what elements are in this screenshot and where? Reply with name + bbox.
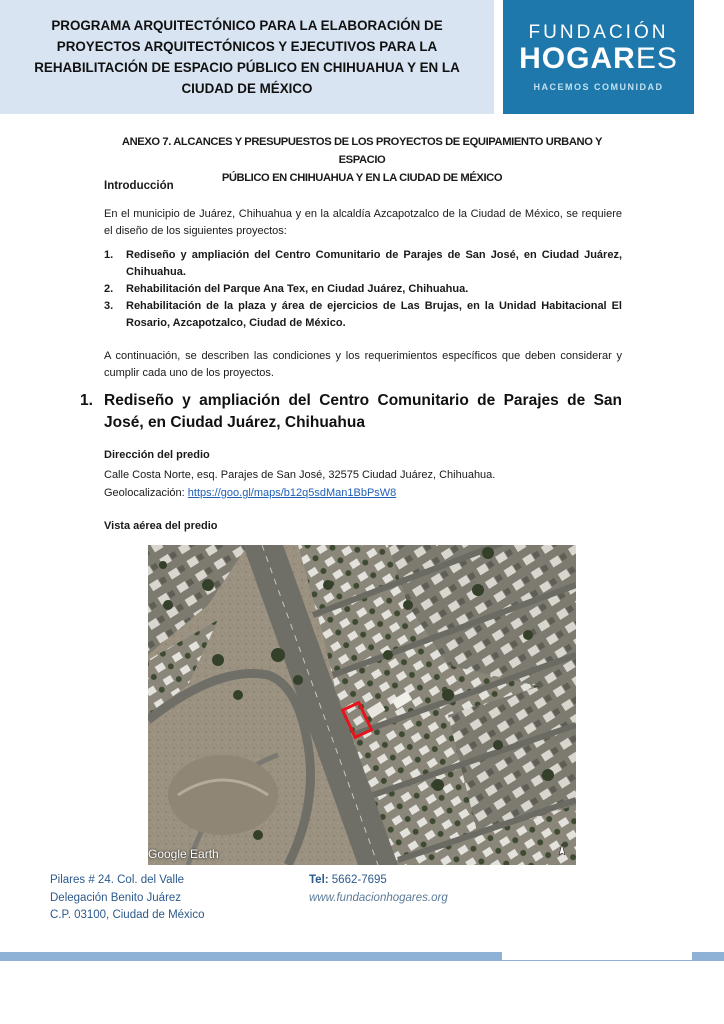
- footer-address-line: Delegación Benito Juárez: [50, 891, 182, 904]
- list-item-text: Rehabilitación de la plaza y área de ejercicios de Las Brujas, en la Unidad Habitacional El Rosario, Azcapotzalco, Ciudad de México.: [126, 300, 622, 329]
- program-title-line: PROYECTOS ARQUITECTÓNICOS Y EJECUTIVOS PARA LA: [56, 39, 438, 54]
- aerial-photo-drawing: [148, 545, 576, 865]
- address-heading: Dirección del predio: [104, 449, 210, 461]
- fundacion-hogares-logo: [503, 0, 694, 114]
- footer-bar-left: [0, 952, 502, 961]
- address-text: Calle Costa Norte, esq. Parajes de San José, 32575 Ciudad Juárez, Chihuahua.: [104, 469, 496, 481]
- logo-main-light: ES: [635, 42, 678, 75]
- project-list: [104, 247, 622, 332]
- list-item-number: 2.: [104, 283, 114, 295]
- section-1-heading: [80, 390, 622, 434]
- annex-title-line: ANEXO 7. ALCANCES Y PRESUPUESTOS DE LOS PROYECTOS DE EQUIPAMIENTO URBANO Y ESPACIO: [121, 136, 603, 166]
- program-title-line: CIUDAD DE MÉXICO: [181, 81, 313, 96]
- section-title: Rediseño y ampliación del Centro Comunitario de Parajes de San José, en Ciudad Juárez, Chihuahua: [104, 392, 622, 431]
- phone-label: Tel:: [309, 874, 329, 886]
- annex-title-line: PÚBLICO EN CHIHUAHUA Y EN LA CIUDAD DE MÉXICO: [221, 172, 503, 184]
- intro-closing-paragraph: A continuación, se describen las condiciones y los requerimientos específicos que deben considerar y cumplir cada uno de los proyectos.: [104, 350, 622, 379]
- geolocation-link[interactable]: https://goo.gl/maps/b12q5sdMan1BbPsW8: [187, 487, 397, 499]
- footer-contact: [309, 872, 448, 907]
- footer-bar-line: [502, 960, 692, 961]
- program-title-line: REHABILITACIÓN DE ESPACIO PÚBLICO EN CHIHUAHUA Y EN LA: [34, 60, 460, 75]
- logo-main-text: [519, 44, 678, 74]
- list-item: [104, 298, 622, 332]
- list-item-text: Rediseño y ampliación del Centro Comunitario de Parajes de San José, en Ciudad Juárez, Chihuahua.: [126, 249, 622, 278]
- intro-heading: Introducción: [104, 180, 174, 192]
- footer-phone: [309, 872, 448, 890]
- logo-main-bold: HOGAR: [519, 42, 636, 75]
- geolocation-line: [104, 485, 396, 501]
- logo-tagline: HACEMOS COMUNIDAD: [533, 82, 664, 92]
- list-item-text: Rehabilitación del Parque Ana Tex, en Ciudad Juárez, Chihuahua.: [126, 283, 469, 295]
- footer-address-line: C.P. 03100, Ciudad de México: [50, 909, 205, 921]
- footer-address: [50, 872, 205, 925]
- footer-website[interactable]: www.fundacionhogares.org: [309, 891, 448, 904]
- aerial-view-heading: Vista aérea del predio: [104, 520, 218, 532]
- intro-paragraph: En el municipio de Juárez, Chihuahua y en la alcaldía Azcapotzalco de la Ciudad de México, se requiere el diseño de los siguientes proyectos:: [104, 208, 622, 237]
- list-item-number: 3.: [104, 300, 114, 312]
- list-item: [104, 281, 622, 298]
- geolocation-label: Geolocalización:: [104, 487, 188, 499]
- program-title-line: PROGRAMA ARQUITECTÓNICO PARA LA ELABORACIÓN DE: [51, 18, 443, 33]
- aerial-photo: [148, 545, 576, 865]
- list-item: [104, 247, 622, 281]
- google-earth-watermark: Google Earth: [148, 847, 219, 861]
- section-number: 1.: [80, 392, 93, 409]
- annex-title: [100, 133, 624, 187]
- program-title: [34, 15, 460, 99]
- compass-icon: [554, 843, 570, 859]
- footer-address-line: Pilares # 24. Col. del Valle: [50, 874, 185, 886]
- footer-bar-right: [692, 952, 724, 961]
- list-item-number: 1.: [104, 249, 114, 261]
- header-title-box: [0, 0, 494, 114]
- logo-top-text: FUNDACIÓN: [528, 22, 669, 43]
- phone-value: 5662-7695: [328, 874, 387, 886]
